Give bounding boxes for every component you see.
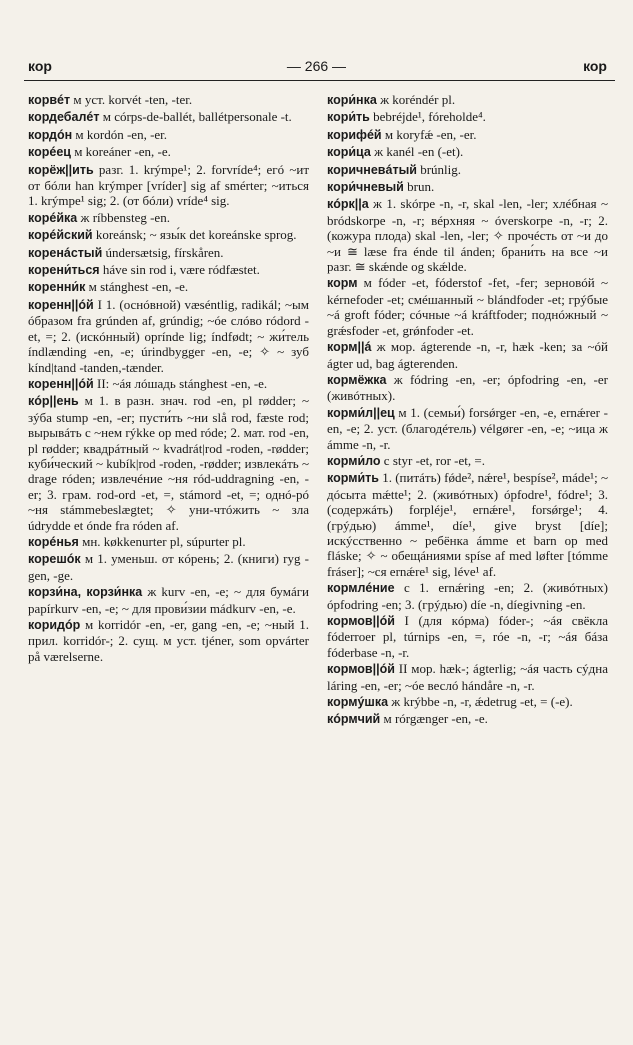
dictionary-entry <box>28 279 309 295</box>
headword: кóрк||а <box>327 197 369 212</box>
headword: корéйка <box>28 210 78 225</box>
headword: кóрмчий <box>327 712 381 727</box>
headword: кори́ца <box>327 145 371 160</box>
dictionary-entry <box>28 127 309 143</box>
definition: bebréjde¹, fóreholde⁴. <box>369 109 486 125</box>
headword: кормёжка <box>327 372 387 387</box>
dictionary-entry <box>327 275 608 338</box>
dictionary-entry <box>327 453 608 469</box>
headword: корифéй <box>327 127 382 142</box>
dictionary-entry <box>327 109 608 125</box>
headword: корми́л||ец <box>327 405 395 420</box>
dictionary-entry <box>327 162 608 178</box>
dictionary-entry <box>327 613 608 660</box>
definition: brúnlig. <box>416 161 461 177</box>
definition: с 1. ernǽring -en; 2. (живóтных) ópfodring -en; 3. (грýдью) díe -n, díegivning -en. <box>327 580 608 612</box>
dictionary-entry <box>327 405 608 452</box>
headword: коренн||óй <box>28 376 94 391</box>
dictionary-entry <box>28 584 309 616</box>
definition: ж krýbbe -n, -r, ǽdetrug -et, = (-e). <box>388 694 573 710</box>
dictionary-entry <box>28 109 309 125</box>
dictionary-entry <box>327 694 608 710</box>
dictionary-entry <box>28 144 309 160</box>
definition: м stánghest -en, -e. <box>85 279 189 295</box>
definition: разг. 1. krýmpe¹; 2. forvríde⁴; егó ~ит от бóли han krýmper [vríder] sig af smérter; ~иться 1. krýmpe¹ sig; 2. (от бóли) vríde⁴ sig. <box>28 161 309 209</box>
header-guide-word-right: кор <box>583 58 607 74</box>
headword: корвéт <box>28 93 71 107</box>
dictionary-entry <box>28 262 309 278</box>
dictionary-entry <box>28 297 309 375</box>
headword: кóр||ень <box>28 394 79 409</box>
headword: корм||á <box>327 340 372 355</box>
headword: коренни́к <box>28 280 86 295</box>
headword: коричневáтый <box>327 162 417 177</box>
dictionary-entry <box>327 179 608 195</box>
page-number: — 266 — <box>286 58 347 74</box>
definition: II: ~áя лóшадь stánghest -en, -e. <box>93 375 268 391</box>
definition: м rórgænger -en, -e. <box>380 711 488 727</box>
definition: ж kanél -en (-et). <box>370 144 464 160</box>
definition: м korridór -en, -er, gang -en, -e; ~ный 1. прил. korridór-; 2. сущ. м уст. tjéner, som opvárter på værelserne. <box>28 617 309 664</box>
dictionary-entry <box>28 227 309 243</box>
definition: ж kurv -en, -e; ~ для бумáги papírkurv -en, -e; ~ для прови́зии mádkurv -en, -e. <box>28 584 309 616</box>
definition: ж fódring -en, -er; ópfodring -en, -er (живóтных). <box>327 371 608 404</box>
headword: корéйский <box>28 228 93 243</box>
definition: м córps-de-ballét, ballétpersonale -t. <box>99 109 292 125</box>
definition: ж ríbbensteg -en. <box>77 209 170 225</box>
dictionary-entry <box>327 470 608 579</box>
definition: с styr -et, ror -et, =. <box>380 452 485 468</box>
headword: коридóр <box>28 618 81 632</box>
definition: ж мор. ágterende -n, -r, hæk -ken; за ~óй ágter ud, bag ágterenden. <box>327 339 608 371</box>
definition: м koryfǽ -en, -er. <box>381 126 477 142</box>
definition: I 1. (оснóвной) væséntlig, radikál; ~ым óбразом fra grúnden af, grúndig; ~óе слóво ródord -et, =; 2. (искóнный) oprínde lig; índfødt; ~ жи́тель índlænding -en, -e; úrindbygger -en, -e; ✧ ~ зуб kínd|tand -tanden,-tænder. <box>28 296 309 375</box>
dictionary-entry <box>327 372 608 404</box>
dictionary-entry <box>327 580 608 612</box>
headword: кормлéние <box>327 581 395 596</box>
definition: II мор. hæk-; ágterlig; ~áя часть сýдна láring -en, -er; ~óе веслó hándåre -n, -r. <box>327 661 608 693</box>
headword: кори́ть <box>327 110 370 125</box>
dictionary-entry <box>327 127 608 143</box>
page-header <box>20 58 613 78</box>
headword: корéнья <box>28 534 79 549</box>
header-guide-word-left: кор <box>28 58 52 74</box>
headword: корми́ть <box>327 471 379 486</box>
headword: корешóк <box>28 552 81 567</box>
headword: коренн||óй <box>28 297 94 312</box>
definition: м уст. korvét -ten, -ter. <box>70 92 193 107</box>
header-rule <box>24 80 615 81</box>
dictionary-entry <box>28 617 309 664</box>
definition: ж koréndér pl. <box>376 92 456 107</box>
headword: кордебалéт <box>28 110 100 125</box>
definition: úndersætsig, fírskåren. <box>102 244 224 260</box>
definition: м 1. (семьи́) forsǿrger -en, -e, ernǽrer -en, -e; 2. уст. (благодéтель) vélgører -en, -e; ~ица ж ámme -n, -r. <box>327 404 608 452</box>
dictionary-entry <box>28 376 309 392</box>
definition: ж 1. skórpe -n, -r, skal -len, -ler; хлéбная ~ bródskorpe -n, -r; вéрхняя ~ óverskorpe -n, -r; 2. (кожура плода) skal -len, -ler; ✧ прочéсть от ~и до ~и ≅ læse fra énde til ánden; брани́ть на все ~и разг. ≅ skǽnde og skǽlde. <box>327 196 608 275</box>
headword: корзи́на, корзи́нка <box>28 585 143 600</box>
headword: корени́ться <box>28 263 100 278</box>
headword: кормýшка <box>327 695 389 710</box>
dictionary-columns <box>28 92 608 932</box>
definition: м 1. в разн. знач. rod -en, pl rødder; ~ зýба stump -en, -er; пусти́ть ~ни slå rod, fæste rod; вырывáть с ~нем rýkke op med róde; 2. мат. rod -en, pl rødder; квадрáтный ~ kvadrát|rod -roden, -rødder; куби́ческий ~ kubík|rod -roden, -rødder; извлекáть ~ drage róden; извлечéние ~ня ród-uddragning -en, -er; 3. грам. rod-ord -et, =, stámord -et, =; однó-рó ~ня stámmebeslægtet; ✧ уни-чтóжить ~ зла údrydde et ónde fra róden af. <box>28 393 309 533</box>
dictionary-entry <box>327 92 608 108</box>
definition: м fóder -et, fóderstof -fet, -fer; зерновóй ~ kérnefoder -et; смéшанный ~ blándfoder -et; грýбые ~á groft fóder; сóчные ~á kráftfoder; поднóжный ~ grǽsfoder -et, grǿnfoder -et. <box>327 275 608 338</box>
headword: кормов||óй <box>327 662 395 677</box>
dictionary-entry <box>28 393 309 533</box>
definition: 1. (питáть) fǿde², nǽre¹, bespíse², máde¹; ~ дóсыта mǽtte¹; 2. (живóтных) ópfodre¹, fódre¹; 3. (содержáть) forpléje¹, ernǽre¹, forsǿrge¹; 4. (грýдью) ámme¹, díe¹, give bryst [díe]; искýсственно ~ ребёнка ámme et barn op med fláske; ✧ ~ обещáниями spíse af med løfter [tómme fráser]; ~ся ernǽre¹ sig, léve¹ af. <box>327 470 608 579</box>
dictionary-entry <box>28 245 309 261</box>
left-column <box>28 92 309 932</box>
dictionary-entry <box>327 196 608 274</box>
headword: корми́ло <box>327 453 381 468</box>
headword: корм <box>327 276 358 291</box>
definition: brun. <box>403 179 435 195</box>
dictionary-entry <box>327 339 608 371</box>
definition: мн. køkkenurter pl, súpurter pl. <box>78 533 246 549</box>
definition: I (для кóрма) fóder-; ~áя свёкла fóderroer pl, túrnips -en, =, róe -n, -r; ~áя бáза fóderbase -n, -r. <box>327 613 608 660</box>
dictionary-entry <box>28 162 309 209</box>
dictionary-entry <box>327 144 608 160</box>
headword: коренáстый <box>28 245 103 260</box>
headword: кормов||óй <box>327 614 395 628</box>
headword: кори́чневый <box>327 180 404 195</box>
headword: кордóн <box>28 127 73 142</box>
headword: кори́нка <box>327 93 377 107</box>
dictionary-entry <box>327 711 608 727</box>
definition: м koreáner -en, -e. <box>70 144 171 160</box>
definition: koreánsk; ~ язы́к det koreánske sprog. <box>92 227 297 243</box>
dictionary-entry <box>28 534 309 550</box>
headword: корёж||ить <box>28 162 94 177</box>
dictionary-entry <box>327 661 608 693</box>
definition: háve sin rod i, være ródfæstet. <box>99 262 260 278</box>
dictionary-entry <box>28 92 309 108</box>
definition: м kordón -en, -er. <box>72 126 168 142</box>
definition: м 1. уменьш. от кóрень; 2. (книги) ryg -gen, -ge. <box>28 551 309 583</box>
dictionary-entry <box>28 210 309 226</box>
headword: корéец <box>28 145 71 160</box>
dictionary-entry <box>28 551 309 583</box>
right-column <box>327 92 608 932</box>
